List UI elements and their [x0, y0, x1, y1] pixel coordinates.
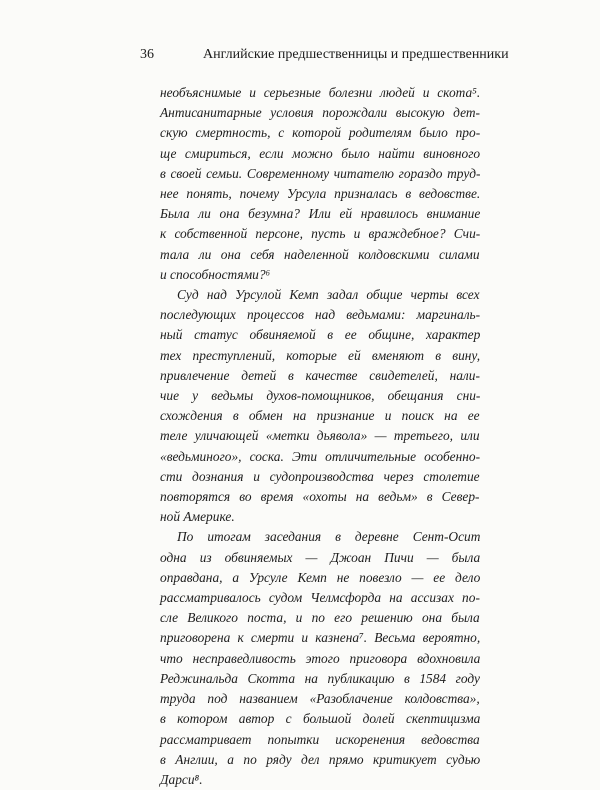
text-line: привлечение детей в качестве свидетелей, нали- [160, 367, 480, 383]
text-line: Суд над Урсулой Кемп задал общие черты всех [177, 287, 480, 303]
text-line: в Англии, а по ряду дел прямо критикует судью [160, 751, 481, 767]
text-line: ный статус обвиняемой в ее общине, характер [160, 327, 481, 343]
text-line: сти дознания и судопроизводства через столетие [160, 468, 480, 484]
paragraph [160, 83, 480, 285]
text-line: приговорена к смерти и казнена⁷. Весьма вероятно, [160, 630, 481, 646]
text-line: необъяснимые и серьезные болезни людей и скота⁵. [160, 85, 481, 100]
text-line: ной Америке. [160, 509, 235, 525]
text-line: «ведьминого», соска. Эти отличительные особенно- [160, 448, 481, 464]
text-line: последующих процессов над ведьмами: маргиналь- [160, 307, 481, 323]
text-line: тала ли она себя наделенной колдовскими силами [160, 246, 480, 262]
text-line: чие у ведьмы духов-помощников, обещания сни- [160, 388, 481, 404]
text-line: что несправедливость этого приговора вдохновила [160, 650, 481, 666]
text-line: Антисанитарные условия порождали высокую дет- [160, 105, 480, 121]
text-line: в котором автор с большой долей скептицизма [160, 711, 481, 727]
text-line: и способностями?⁶ [160, 266, 271, 282]
body-text [160, 83, 480, 790]
text-line: повторятся во время «охоты на ведьм» в Север- [160, 489, 480, 505]
text-line: рассматривает попытки искоренения ведовства [160, 731, 480, 747]
text-line: сле Великого поста, и по его решению она была [160, 610, 480, 626]
text-line: нее понять, почему Урсула призналась в ведовстве. [160, 186, 481, 202]
text-line: оправдана, а Урсуле Кемп не повезло — ее дело [160, 569, 481, 585]
text-line: Была ли она безумна? Или ей нравилось внимание [160, 206, 481, 222]
page-number: 36 [140, 47, 154, 62]
paragraph [160, 285, 480, 527]
text-line: труда под названием «Разоблачение колдовства», [160, 691, 480, 707]
text-line: теле уличающей «метки дьявола» — третьего, или [160, 428, 480, 444]
text-line: схождения в обмен на признание и поиск на ее [160, 408, 480, 424]
text-line: По итогам заседания в деревне Сент-Осит [177, 529, 481, 545]
text-line: к собственной персоне, пусть и враждебное? Счи- [160, 226, 481, 242]
text-line: Реджинальда Скотта на публикацию в 1584 году [160, 670, 480, 686]
text-line: рассматривалось судом Челмсфорда на ассизах по- [160, 590, 480, 606]
text-line: ще смириться, если можно было найти виновного [160, 145, 481, 161]
paragraph [160, 527, 480, 790]
text-line: Дарси⁸. [160, 771, 203, 787]
text-line: скую смертность, с которой родителям было про- [160, 125, 481, 141]
text-line: в своей семьи. Современному читателю гораздо труд- [160, 165, 481, 181]
page-header [140, 45, 509, 65]
text-line: тех преступлений, которые ей вменяют в вину, [160, 347, 481, 363]
running-title: Английские предшественницы и предшественники [203, 47, 509, 62]
text-line: одна из обвиняемых — Джоан Пичи — была [160, 549, 481, 565]
